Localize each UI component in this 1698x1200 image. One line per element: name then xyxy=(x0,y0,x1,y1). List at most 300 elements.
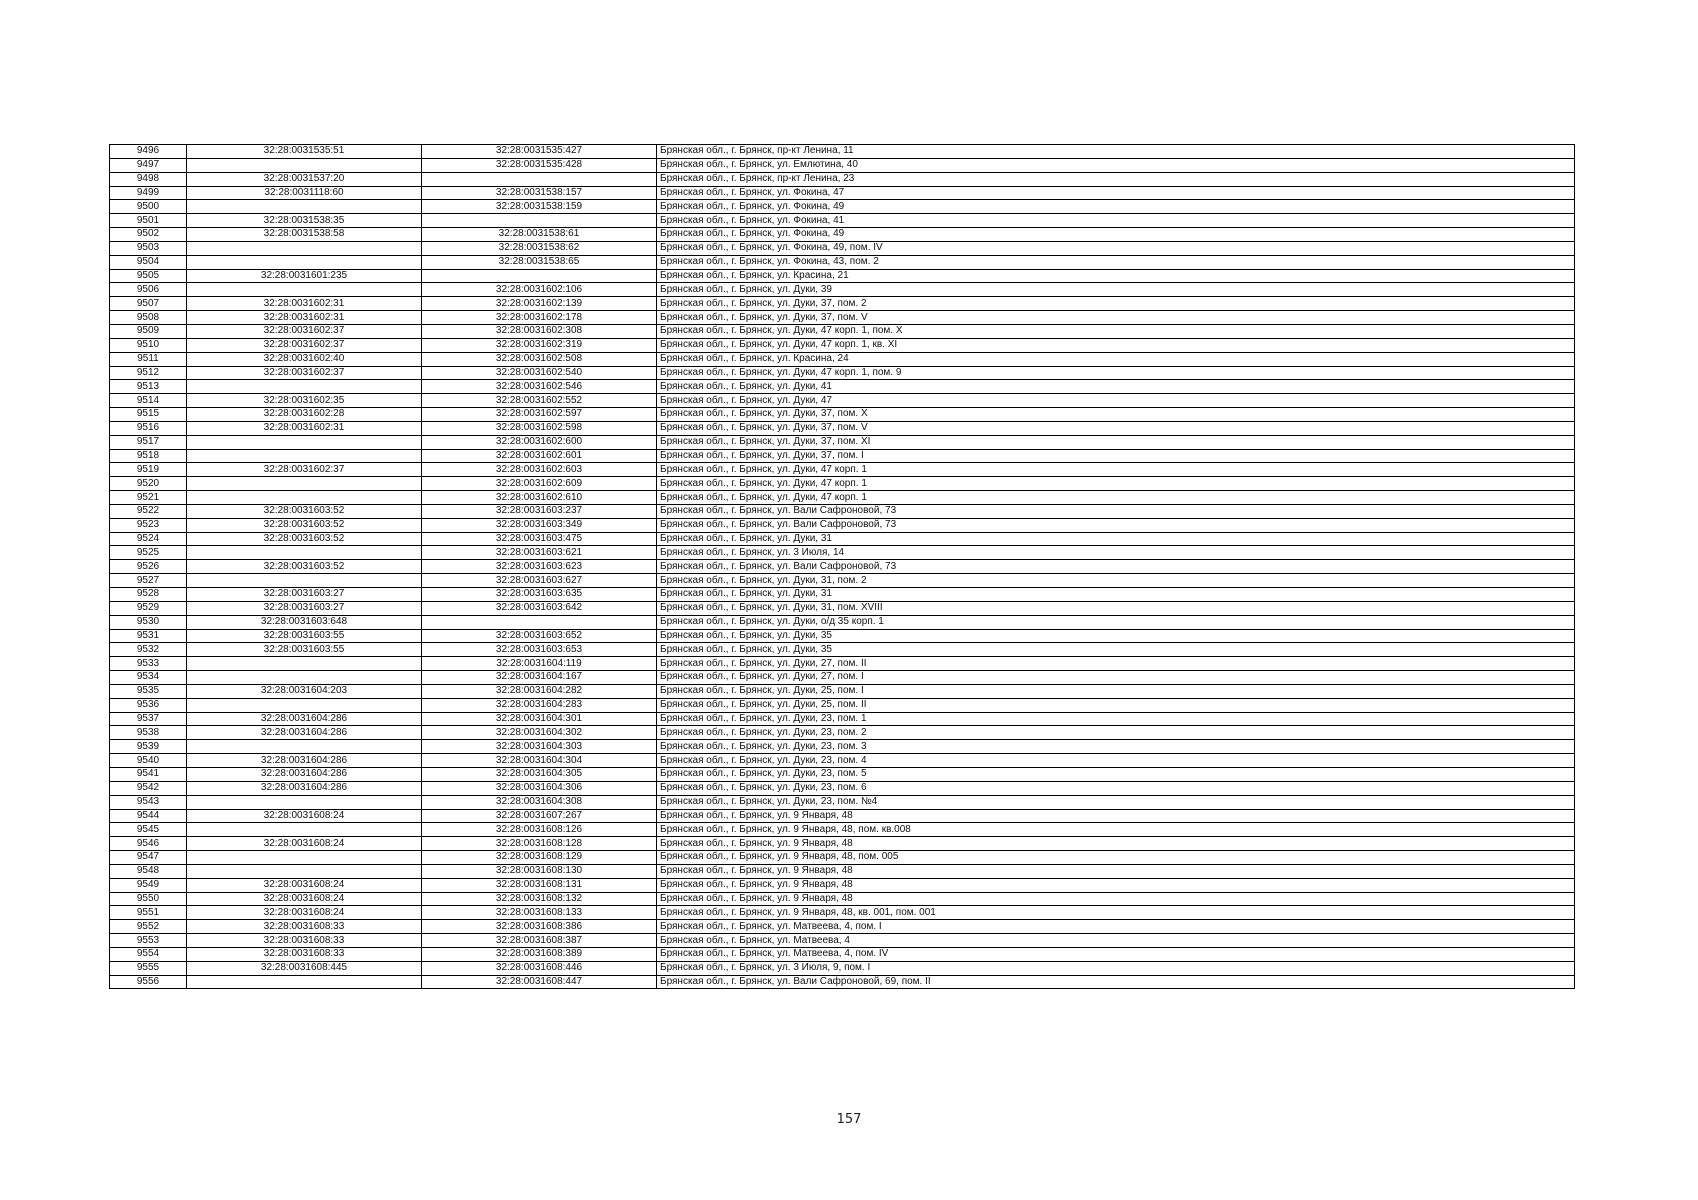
object-cadastral-number-cell: 32:28:0031602:546 xyxy=(422,380,657,394)
address-cell: Брянская обл., г. Брянск, ул. Фокина, 43, пом. 2 xyxy=(657,255,1575,269)
object-cadastral-number-cell: 32:28:0031535:428 xyxy=(422,158,657,172)
object-cadastral-number-cell: 32:28:0031602:609 xyxy=(422,477,657,491)
object-cadastral-number-cell: 32:28:0031608:133 xyxy=(422,906,657,920)
land-cadastral-number-cell xyxy=(187,823,422,837)
table-row xyxy=(110,629,1575,643)
row-number-cell: 9533 xyxy=(110,657,187,671)
row-number-cell: 9530 xyxy=(110,615,187,629)
table-row xyxy=(110,837,1575,851)
row-number-cell: 9525 xyxy=(110,546,187,560)
row-number-cell: 9501 xyxy=(110,214,187,228)
land-cadastral-number-cell: 32:28:0031602:31 xyxy=(187,311,422,325)
row-number-cell: 9543 xyxy=(110,795,187,809)
row-number-cell: 9541 xyxy=(110,767,187,781)
address-cell: Брянская обл., г. Брянск, пр-кт Ленина, 11 xyxy=(657,145,1575,159)
land-cadastral-number-cell: 32:28:0031603:648 xyxy=(187,615,422,629)
row-number-cell: 9520 xyxy=(110,477,187,491)
address-cell: Брянская обл., г. Брянск, ул. Вали Сафроновой, 73 xyxy=(657,518,1575,532)
land-cadastral-number-cell: 32:28:0031603:55 xyxy=(187,643,422,657)
land-cadastral-number-cell: 32:28:0031602:37 xyxy=(187,324,422,338)
land-cadastral-number-cell: 32:28:0031608:24 xyxy=(187,837,422,851)
table-row xyxy=(110,560,1575,574)
registry-table xyxy=(109,144,1575,989)
land-cadastral-number-cell: 32:28:0031608:33 xyxy=(187,934,422,948)
table-row xyxy=(110,712,1575,726)
row-number-cell: 9510 xyxy=(110,338,187,352)
object-cadastral-number-cell: 32:28:0031602:601 xyxy=(422,449,657,463)
address-cell: Брянская обл., г. Брянск, ул. Емлютина, 40 xyxy=(657,158,1575,172)
object-cadastral-number-cell: 32:28:0031608:386 xyxy=(422,920,657,934)
table-row xyxy=(110,809,1575,823)
object-cadastral-number-cell: 32:28:0031538:65 xyxy=(422,255,657,269)
row-number-cell: 9513 xyxy=(110,380,187,394)
page-number: 157 xyxy=(836,1112,862,1127)
object-cadastral-number-cell: 32:28:0031608:126 xyxy=(422,823,657,837)
object-cadastral-number-cell: 32:28:0031602:106 xyxy=(422,283,657,297)
land-cadastral-number-cell: 32:28:0031608:24 xyxy=(187,809,422,823)
address-cell: Брянская обл., г. Брянск, ул. Дуки, о/д 35 корп. 1 xyxy=(657,615,1575,629)
object-cadastral-number-cell: 32:28:0031608:447 xyxy=(422,975,657,989)
table-row xyxy=(110,878,1575,892)
row-number-cell: 9509 xyxy=(110,324,187,338)
row-number-cell: 9547 xyxy=(110,851,187,865)
table-row xyxy=(110,864,1575,878)
address-cell: Брянская обл., г. Брянск, ул. Дуки, 37, пом. I xyxy=(657,449,1575,463)
land-cadastral-number-cell xyxy=(187,851,422,865)
table-row xyxy=(110,394,1575,408)
address-cell: Брянская обл., г. Брянск, ул. Дуки, 47 xyxy=(657,394,1575,408)
table-row xyxy=(110,947,1575,961)
object-cadastral-number-cell: 32:28:0031602:139 xyxy=(422,297,657,311)
address-cell: Брянская обл., г. Брянск, ул. Дуки, 23, пом. №4 xyxy=(657,795,1575,809)
object-cadastral-number-cell: 32:28:0031608:129 xyxy=(422,851,657,865)
address-cell: Брянская обл., г. Брянск, ул. Вали Сафроновой, 73 xyxy=(657,560,1575,574)
row-number-cell: 9516 xyxy=(110,421,187,435)
land-cadastral-number-cell: 32:28:0031538:35 xyxy=(187,214,422,228)
table-row xyxy=(110,934,1575,948)
row-number-cell: 9512 xyxy=(110,366,187,380)
table-row xyxy=(110,698,1575,712)
address-cell: Брянская обл., г. Брянск, ул. 9 Января, 48, пом. 005 xyxy=(657,851,1575,865)
land-cadastral-number-cell xyxy=(187,380,422,394)
row-number-cell: 9528 xyxy=(110,588,187,602)
row-number-cell: 9545 xyxy=(110,823,187,837)
address-cell: Брянская обл., г. Брянск, ул. Дуки, 31 xyxy=(657,588,1575,602)
object-cadastral-number-cell: 32:28:0031604:283 xyxy=(422,698,657,712)
table-row xyxy=(110,767,1575,781)
object-cadastral-number-cell: 32:28:0031603:237 xyxy=(422,504,657,518)
object-cadastral-number-cell: 32:28:0031603:652 xyxy=(422,629,657,643)
address-cell: Брянская обл., г. Брянск, ул. Дуки, 47 корп. 1 xyxy=(657,491,1575,505)
table-row xyxy=(110,518,1575,532)
row-number-cell: 9537 xyxy=(110,712,187,726)
land-cadastral-number-cell xyxy=(187,200,422,214)
land-cadastral-number-cell: 32:28:0031604:286 xyxy=(187,767,422,781)
land-cadastral-number-cell: 32:28:0031602:28 xyxy=(187,408,422,422)
table-row xyxy=(110,145,1575,159)
land-cadastral-number-cell xyxy=(187,975,422,989)
row-number-cell: 9521 xyxy=(110,491,187,505)
address-cell: Брянская обл., г. Брянск, ул. Дуки, 37, пом. X xyxy=(657,408,1575,422)
object-cadastral-number-cell: 32:28:0031535:427 xyxy=(422,145,657,159)
land-cadastral-number-cell xyxy=(187,241,422,255)
object-cadastral-number-cell: 32:28:0031602:610 xyxy=(422,491,657,505)
land-cadastral-number-cell: 32:28:0031602:40 xyxy=(187,352,422,366)
land-cadastral-number-cell: 32:28:0031604:286 xyxy=(187,726,422,740)
row-number-cell: 9511 xyxy=(110,352,187,366)
table-row xyxy=(110,311,1575,325)
object-cadastral-number-cell: 32:28:0031603:653 xyxy=(422,643,657,657)
table-row xyxy=(110,795,1575,809)
address-cell: Брянская обл., г. Брянск, ул. Дуки, 35 xyxy=(657,643,1575,657)
land-cadastral-number-cell: 32:28:0031602:37 xyxy=(187,338,422,352)
address-cell: Брянская обл., г. Брянск, ул. Вали Сафроновой, 73 xyxy=(657,504,1575,518)
table-row xyxy=(110,574,1575,588)
table-row xyxy=(110,781,1575,795)
object-cadastral-number-cell: 32:28:0031603:642 xyxy=(422,601,657,615)
row-number-cell: 9556 xyxy=(110,975,187,989)
object-cadastral-number-cell: 32:28:0031603:349 xyxy=(422,518,657,532)
row-number-cell: 9552 xyxy=(110,920,187,934)
address-cell: Брянская обл., г. Брянск, ул. Дуки, 23, пом. 4 xyxy=(657,754,1575,768)
table-row xyxy=(110,283,1575,297)
table-row xyxy=(110,186,1575,200)
object-cadastral-number-cell xyxy=(422,615,657,629)
table-row xyxy=(110,504,1575,518)
land-cadastral-number-cell xyxy=(187,574,422,588)
table-row xyxy=(110,408,1575,422)
object-cadastral-number-cell: 32:28:0031608:131 xyxy=(422,878,657,892)
address-cell: Брянская обл., г. Брянск, ул. Дуки, 23, пом. 1 xyxy=(657,712,1575,726)
land-cadastral-number-cell xyxy=(187,435,422,449)
object-cadastral-number-cell: 32:28:0031602:540 xyxy=(422,366,657,380)
object-cadastral-number-cell: 32:28:0031602:598 xyxy=(422,421,657,435)
address-cell: Брянская обл., г. Брянск, ул. Матвеева, 4, пом. I xyxy=(657,920,1575,934)
object-cadastral-number-cell: 32:28:0031603:627 xyxy=(422,574,657,588)
row-number-cell: 9555 xyxy=(110,961,187,975)
land-cadastral-number-cell: 32:28:0031608:445 xyxy=(187,961,422,975)
row-number-cell: 9535 xyxy=(110,684,187,698)
address-cell: Брянская обл., г. Брянск, ул. Дуки, 27, пом. I xyxy=(657,671,1575,685)
land-cadastral-number-cell xyxy=(187,740,422,754)
table-row xyxy=(110,255,1575,269)
land-cadastral-number-cell: 32:28:0031602:35 xyxy=(187,394,422,408)
row-number-cell: 9506 xyxy=(110,283,187,297)
land-cadastral-number-cell: 32:28:0031604:203 xyxy=(187,684,422,698)
address-cell: Брянская обл., г. Брянск, ул. Вали Сафроновой, 69, пом. II xyxy=(657,975,1575,989)
table-row xyxy=(110,740,1575,754)
object-cadastral-number-cell: 32:28:0031608:446 xyxy=(422,961,657,975)
address-cell: Брянская обл., г. Брянск, ул. 3 Июля, 14 xyxy=(657,546,1575,560)
table-row xyxy=(110,449,1575,463)
row-number-cell: 9503 xyxy=(110,241,187,255)
table-row xyxy=(110,754,1575,768)
table-row xyxy=(110,546,1575,560)
row-number-cell: 9542 xyxy=(110,781,187,795)
table-row xyxy=(110,269,1575,283)
table-row xyxy=(110,421,1575,435)
address-cell: Брянская обл., г. Брянск, ул. Дуки, 47 корп. 1, пом. X xyxy=(657,324,1575,338)
land-cadastral-number-cell: 32:28:0031603:52 xyxy=(187,504,422,518)
object-cadastral-number-cell: 32:28:0031602:600 xyxy=(422,435,657,449)
row-number-cell: 9526 xyxy=(110,560,187,574)
row-number-cell: 9531 xyxy=(110,629,187,643)
land-cadastral-number-cell: 32:28:0031604:286 xyxy=(187,754,422,768)
table-row xyxy=(110,491,1575,505)
object-cadastral-number-cell: 32:28:0031604:306 xyxy=(422,781,657,795)
land-cadastral-number-cell: 32:28:0031537:20 xyxy=(187,172,422,186)
address-cell: Брянская обл., г. Брянск, ул. Красина, 24 xyxy=(657,352,1575,366)
land-cadastral-number-cell xyxy=(187,657,422,671)
object-cadastral-number-cell: 32:28:0031602:603 xyxy=(422,463,657,477)
land-cadastral-number-cell xyxy=(187,546,422,560)
land-cadastral-number-cell xyxy=(187,158,422,172)
table-row xyxy=(110,380,1575,394)
row-number-cell: 9553 xyxy=(110,934,187,948)
land-cadastral-number-cell xyxy=(187,477,422,491)
land-cadastral-number-cell xyxy=(187,698,422,712)
object-cadastral-number-cell: 32:28:0031602:308 xyxy=(422,324,657,338)
address-cell: Брянская обл., г. Брянск, ул. Дуки, 27, пом. II xyxy=(657,657,1575,671)
table-row xyxy=(110,324,1575,338)
land-cadastral-number-cell: 32:28:0031603:55 xyxy=(187,629,422,643)
object-cadastral-number-cell: 32:28:0031604:167 xyxy=(422,671,657,685)
row-number-cell: 9517 xyxy=(110,435,187,449)
table-row xyxy=(110,684,1575,698)
table-row xyxy=(110,214,1575,228)
table-row xyxy=(110,352,1575,366)
row-number-cell: 9523 xyxy=(110,518,187,532)
address-cell: Брянская обл., г. Брянск, ул. Дуки, 37, пом. XI xyxy=(657,435,1575,449)
row-number-cell: 9534 xyxy=(110,671,187,685)
object-cadastral-number-cell: 32:28:0031607:267 xyxy=(422,809,657,823)
table-row xyxy=(110,463,1575,477)
object-cadastral-number-cell: 32:28:0031603:621 xyxy=(422,546,657,560)
land-cadastral-number-cell: 32:28:0031602:37 xyxy=(187,463,422,477)
table-row xyxy=(110,892,1575,906)
land-cadastral-number-cell: 32:28:0031608:24 xyxy=(187,892,422,906)
land-cadastral-number-cell: 32:28:0031603:27 xyxy=(187,601,422,615)
address-cell: Брянская обл., г. Брянск, ул. Красина, 21 xyxy=(657,269,1575,283)
address-cell: Брянская обл., г. Брянск, ул. Дуки, 37, пом. V xyxy=(657,311,1575,325)
table-row xyxy=(110,643,1575,657)
object-cadastral-number-cell: 32:28:0031538:62 xyxy=(422,241,657,255)
row-number-cell: 9496 xyxy=(110,145,187,159)
table-row xyxy=(110,906,1575,920)
land-cadastral-number-cell: 32:28:0031602:31 xyxy=(187,297,422,311)
address-cell: Брянская обл., г. Брянск, ул. Фокина, 49 xyxy=(657,200,1575,214)
table-row xyxy=(110,228,1575,242)
table-row xyxy=(110,532,1575,546)
row-number-cell: 9507 xyxy=(110,297,187,311)
row-number-cell: 9524 xyxy=(110,532,187,546)
land-cadastral-number-cell: 32:28:0031601:235 xyxy=(187,269,422,283)
land-cadastral-number-cell xyxy=(187,283,422,297)
object-cadastral-number-cell: 32:28:0031604:305 xyxy=(422,767,657,781)
address-cell: Брянская обл., г. Брянск, ул. Дуки, 47 корп. 1 xyxy=(657,463,1575,477)
row-number-cell: 9536 xyxy=(110,698,187,712)
row-number-cell: 9502 xyxy=(110,228,187,242)
address-cell: Брянская обл., г. Брянск, ул. 3 Июля, 9, пом. I xyxy=(657,961,1575,975)
object-cadastral-number-cell xyxy=(422,214,657,228)
row-number-cell: 9505 xyxy=(110,269,187,283)
land-cadastral-number-cell xyxy=(187,491,422,505)
address-cell: Брянская обл., г. Брянск, ул. 9 Января, 48 xyxy=(657,864,1575,878)
table-row xyxy=(110,158,1575,172)
object-cadastral-number-cell: 32:28:0031608:387 xyxy=(422,934,657,948)
row-number-cell: 9540 xyxy=(110,754,187,768)
address-cell: Брянская обл., г. Брянск, ул. Дуки, 31, пом. 2 xyxy=(657,574,1575,588)
address-cell: Брянская обл., г. Брянск, ул. Дуки, 35 xyxy=(657,629,1575,643)
land-cadastral-number-cell: 32:28:0031604:286 xyxy=(187,712,422,726)
address-cell: Брянская обл., г. Брянск, ул. Дуки, 23, пом. 5 xyxy=(657,767,1575,781)
table-row xyxy=(110,920,1575,934)
row-number-cell: 9515 xyxy=(110,408,187,422)
table-row xyxy=(110,588,1575,602)
address-cell: Брянская обл., г. Брянск, ул. 9 Января, 48 xyxy=(657,809,1575,823)
land-cadastral-number-cell: 32:28:0031602:37 xyxy=(187,366,422,380)
address-cell: Брянская обл., г. Брянск, ул. Дуки, 37, пом. V xyxy=(657,421,1575,435)
address-cell: Брянская обл., г. Брянск, ул. Дуки, 25, пом. I xyxy=(657,684,1575,698)
address-cell: Брянская обл., г. Брянск, ул. Фокина, 47 xyxy=(657,186,1575,200)
land-cadastral-number-cell: 32:28:0031538:58 xyxy=(187,228,422,242)
address-cell: Брянская обл., г. Брянск, ул. Дуки, 31, пом. XVIII xyxy=(657,601,1575,615)
address-cell: Брянская обл., г. Брянск, ул. Матвеева, 4, пом. IV xyxy=(657,947,1575,961)
address-cell: Брянская обл., г. Брянск, ул. Фокина, 49, пом. IV xyxy=(657,241,1575,255)
address-cell: Брянская обл., г. Брянск, ул. Матвеева, 4 xyxy=(657,934,1575,948)
address-cell: Брянская обл., г. Брянск, ул. Дуки, 37, пом. 2 xyxy=(657,297,1575,311)
object-cadastral-number-cell: 32:28:0031604:303 xyxy=(422,740,657,754)
land-cadastral-number-cell: 32:28:0031608:24 xyxy=(187,906,422,920)
table-row xyxy=(110,366,1575,380)
land-cadastral-number-cell xyxy=(187,255,422,269)
row-number-cell: 9504 xyxy=(110,255,187,269)
object-cadastral-number-cell: 32:28:0031608:389 xyxy=(422,947,657,961)
table-row xyxy=(110,961,1575,975)
table-row xyxy=(110,615,1575,629)
land-cadastral-number-cell: 32:28:0031535:51 xyxy=(187,145,422,159)
row-number-cell: 9498 xyxy=(110,172,187,186)
table-row xyxy=(110,477,1575,491)
table-row xyxy=(110,338,1575,352)
address-cell: Брянская обл., г. Брянск, ул. 9 Января, 48 xyxy=(657,878,1575,892)
object-cadastral-number-cell: 32:28:0031604:282 xyxy=(422,684,657,698)
row-number-cell: 9527 xyxy=(110,574,187,588)
row-number-cell: 9538 xyxy=(110,726,187,740)
address-cell: Брянская обл., г. Брянск, ул. 9 Января, 48, пом. кв.008 xyxy=(657,823,1575,837)
land-cadastral-number-cell: 32:28:0031118:60 xyxy=(187,186,422,200)
address-cell: Брянская обл., г. Брянск, ул. Дуки, 47 корп. 1, кв. XI xyxy=(657,338,1575,352)
object-cadastral-number-cell: 32:28:0031602:597 xyxy=(422,408,657,422)
row-number-cell: 9550 xyxy=(110,892,187,906)
table-row xyxy=(110,851,1575,865)
object-cadastral-number-cell: 32:28:0031608:130 xyxy=(422,864,657,878)
land-cadastral-number-cell: 32:28:0031608:33 xyxy=(187,920,422,934)
row-number-cell: 9549 xyxy=(110,878,187,892)
row-number-cell: 9539 xyxy=(110,740,187,754)
object-cadastral-number-cell: 32:28:0031604:301 xyxy=(422,712,657,726)
address-cell: Брянская обл., г. Брянск, ул. Фокина, 49 xyxy=(657,228,1575,242)
row-number-cell: 9514 xyxy=(110,394,187,408)
table-row xyxy=(110,172,1575,186)
table-row xyxy=(110,671,1575,685)
table-row xyxy=(110,823,1575,837)
row-number-cell: 9529 xyxy=(110,601,187,615)
address-cell: Брянская обл., г. Брянск, ул. 9 Января, 48 xyxy=(657,837,1575,851)
table-row xyxy=(110,975,1575,989)
object-cadastral-number-cell: 32:28:0031603:623 xyxy=(422,560,657,574)
object-cadastral-number-cell: 32:28:0031604:302 xyxy=(422,726,657,740)
address-cell: Брянская обл., г. Брянск, ул. Дуки, 39 xyxy=(657,283,1575,297)
row-number-cell: 9554 xyxy=(110,947,187,961)
address-cell: Брянская обл., г. Брянск, ул. 9 Января, 48, кв. 001, пом. 001 xyxy=(657,906,1575,920)
row-number-cell: 9518 xyxy=(110,449,187,463)
land-cadastral-number-cell xyxy=(187,449,422,463)
object-cadastral-number-cell: 32:28:0031538:61 xyxy=(422,228,657,242)
land-cadastral-number-cell xyxy=(187,864,422,878)
object-cadastral-number-cell xyxy=(422,172,657,186)
table-row xyxy=(110,297,1575,311)
row-number-cell: 9508 xyxy=(110,311,187,325)
land-cadastral-number-cell xyxy=(187,795,422,809)
table-row xyxy=(110,726,1575,740)
row-number-cell: 9519 xyxy=(110,463,187,477)
row-number-cell: 9497 xyxy=(110,158,187,172)
table-row xyxy=(110,200,1575,214)
object-cadastral-number-cell: 32:28:0031608:128 xyxy=(422,837,657,851)
registry-table-body xyxy=(110,145,1575,989)
land-cadastral-number-cell: 32:28:0031603:52 xyxy=(187,518,422,532)
address-cell: Брянская обл., г. Брянск, ул. Дуки, 23, пом. 6 xyxy=(657,781,1575,795)
object-cadastral-number-cell: 32:28:0031604:119 xyxy=(422,657,657,671)
land-cadastral-number-cell xyxy=(187,671,422,685)
address-cell: Брянская обл., г. Брянск, ул. Дуки, 47 корп. 1 xyxy=(657,477,1575,491)
object-cadastral-number-cell: 32:28:0031604:304 xyxy=(422,754,657,768)
row-number-cell: 9522 xyxy=(110,504,187,518)
address-cell: Брянская обл., г. Брянск, ул. Фокина, 41 xyxy=(657,214,1575,228)
object-cadastral-number-cell: 32:28:0031603:475 xyxy=(422,532,657,546)
address-cell: Брянская обл., г. Брянск, ул. Дуки, 31 xyxy=(657,532,1575,546)
object-cadastral-number-cell: 32:28:0031602:552 xyxy=(422,394,657,408)
address-cell: Брянская обл., г. Брянск, ул. Дуки, 47 корп. 1, пом. 9 xyxy=(657,366,1575,380)
table-row xyxy=(110,435,1575,449)
object-cadastral-number-cell: 32:28:0031608:132 xyxy=(422,892,657,906)
address-cell: Брянская обл., г. Брянск, ул. Дуки, 23, пом. 2 xyxy=(657,726,1575,740)
land-cadastral-number-cell: 32:28:0031602:31 xyxy=(187,421,422,435)
address-cell: Брянская обл., г. Брянск, пр-кт Ленина, 23 xyxy=(657,172,1575,186)
table-row xyxy=(110,657,1575,671)
row-number-cell: 9500 xyxy=(110,200,187,214)
address-cell: Брянская обл., г. Брянск, ул. Дуки, 41 xyxy=(657,380,1575,394)
land-cadastral-number-cell: 32:28:0031603:52 xyxy=(187,532,422,546)
land-cadastral-number-cell: 32:28:0031608:24 xyxy=(187,878,422,892)
object-cadastral-number-cell: 32:28:0031538:159 xyxy=(422,200,657,214)
object-cadastral-number-cell: 32:28:0031602:508 xyxy=(422,352,657,366)
object-cadastral-number-cell xyxy=(422,269,657,283)
row-number-cell: 9499 xyxy=(110,186,187,200)
land-cadastral-number-cell: 32:28:0031608:33 xyxy=(187,947,422,961)
row-number-cell: 9546 xyxy=(110,837,187,851)
table-row xyxy=(110,241,1575,255)
row-number-cell: 9544 xyxy=(110,809,187,823)
row-number-cell: 9551 xyxy=(110,906,187,920)
land-cadastral-number-cell: 32:28:0031604:286 xyxy=(187,781,422,795)
row-number-cell: 9532 xyxy=(110,643,187,657)
row-number-cell: 9548 xyxy=(110,864,187,878)
land-cadastral-number-cell: 32:28:0031603:27 xyxy=(187,588,422,602)
object-cadastral-number-cell: 32:28:0031604:308 xyxy=(422,795,657,809)
address-cell: Брянская обл., г. Брянск, ул. 9 Января, 48 xyxy=(657,892,1575,906)
